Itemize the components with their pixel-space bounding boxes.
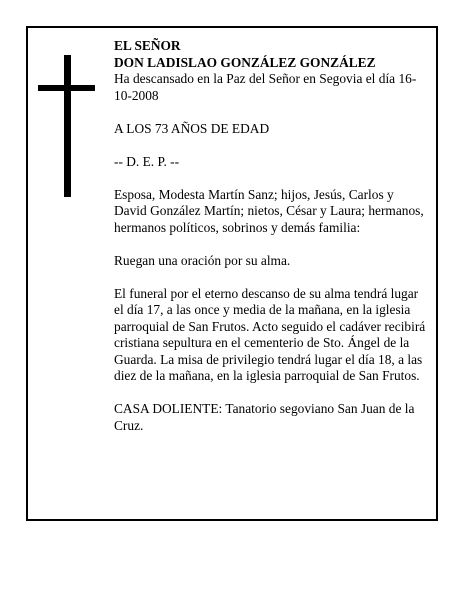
mourning-house: CASA DOLIENTE: Tanatorio segoviano San Juan de la Cruz.: [114, 401, 415, 433]
title-line-1: EL SEÑOR: [114, 38, 181, 53]
family-list: Esposa, Modesta Martín Sanz; hijos, Jesús, Carlos y David González Martín; nietos, César y Laura; hermanos, hermanos políticos, sobrinos y demás familia:: [114, 186, 424, 235]
age-statement: A LOS 73 AÑOS DE EDAD: [114, 120, 270, 136]
cross-vertical-bar: [64, 55, 71, 197]
deceased-name: DON LADISLAO GONZÁLEZ GONZÁLEZ: [114, 54, 376, 70]
cross-horizontal-bar: [38, 85, 95, 91]
rip-line: -- D. E. P. --: [114, 153, 180, 169]
funeral-details: El funeral por el eterno descanso de su alma tendrá lugar el día 17, a las once y media de la mañana, en la iglesia parroquial de San Frutos. Acto seguido el cadáver recibirá cristiana sepultura en el cementerio de Sto. Ángel de la Guarda. La misa de privilegio tendrá lugar el día 18, a las diez de la mañana, en la iglesia parroquial de San Frutos.: [114, 285, 426, 383]
passing-statement: Ha descansado en la Paz del Señor en Segovia el día 16-10-2008: [114, 71, 417, 103]
obituary-text: [114, 38, 426, 451]
prayer-request: Ruegan una oración por su alma.: [114, 252, 291, 268]
